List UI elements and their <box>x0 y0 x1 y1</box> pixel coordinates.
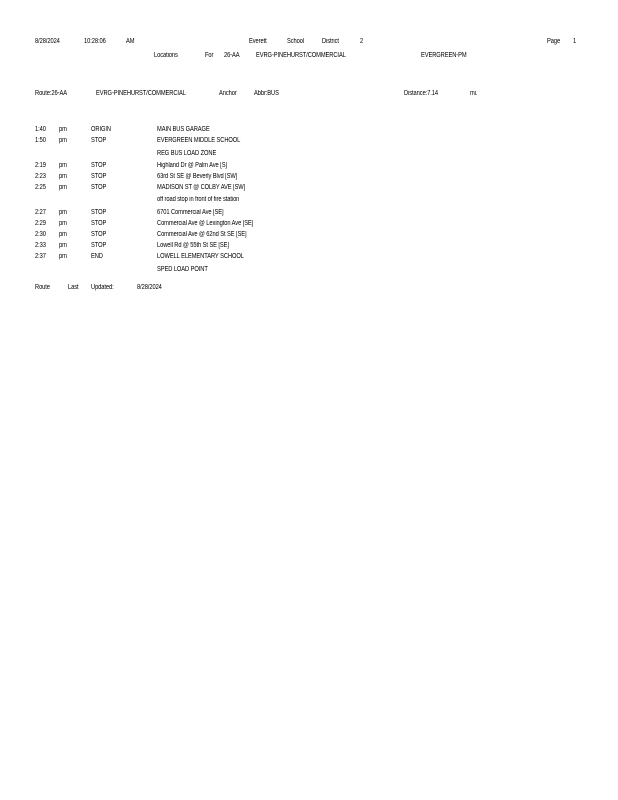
stop-time: 2:25 <box>35 184 46 191</box>
route-id: Route:26-AA <box>35 90 67 97</box>
stop-time: 2:19 <box>35 162 46 169</box>
district-word-1: Everett <box>249 38 267 45</box>
list-item <box>0 137 618 147</box>
stop-type: STOP <box>91 209 107 216</box>
stop-location: 63rd St SE @ Beverly Blvd [SW] <box>157 173 238 180</box>
stop-time: 2:27 <box>35 209 46 216</box>
route-distance: Distance:7.14 <box>404 90 439 97</box>
page-number: 1 <box>573 38 577 45</box>
stop-location: Commercial Ave @ Lexington Ave [SE] <box>157 220 254 227</box>
stop-ampm: pm <box>59 220 67 227</box>
subtitle-word-2: For <box>205 52 214 59</box>
stop-location: REG BUS LOAD ZONE <box>157 150 217 157</box>
stop-type: STOP <box>91 242 107 249</box>
list-item <box>0 184 618 194</box>
stop-ampm: pm <box>59 184 67 191</box>
stop-type: ORIGIN <box>91 126 111 133</box>
list-item <box>0 231 618 241</box>
stop-location: Lowell Rd @ 55th St SE [SE] <box>157 242 229 249</box>
stop-location: Highland Dr @ Palm Ave [S] <box>157 162 227 169</box>
footer-date: 8/28/2024 <box>137 284 162 291</box>
route-name: EVRG-PINEHURST/COMMERCIAL <box>96 90 186 97</box>
stop-ampm: pm <box>59 231 67 238</box>
subtitle-route-code: 26-AA <box>224 52 240 59</box>
stop-time: 1:40 <box>35 126 46 133</box>
stop-ampm: pm <box>59 126 67 133</box>
stop-time: 2:23 <box>35 173 46 180</box>
list-item <box>0 253 618 263</box>
footer-word-1: Route <box>35 284 50 291</box>
stop-ampm: pm <box>59 209 67 216</box>
list-item <box>0 150 618 160</box>
report-right-title: EVERGREEN-PM <box>421 52 467 59</box>
stop-location: MADISON ST @ COLBY AVE [SW] <box>157 184 246 191</box>
list-item <box>0 162 618 172</box>
stop-type: STOP <box>91 173 107 180</box>
distance-units: mi. <box>470 90 478 97</box>
list-item <box>0 173 618 183</box>
stop-ampm: pm <box>59 162 67 169</box>
district-word-2: School <box>287 38 305 45</box>
stop-type: STOP <box>91 184 107 191</box>
anchor-label: Anchor <box>219 90 237 97</box>
report-date: 8/28/2024 <box>35 38 60 45</box>
subtitle-route-name: EVRG-PINEHURST/COMMERCIAL <box>256 52 346 59</box>
stop-location: off road stop in front of fire station <box>157 196 240 203</box>
stop-type: STOP <box>91 162 107 169</box>
stop-time: 2:33 <box>35 242 46 249</box>
route-abbr: Abbr:BUS <box>254 90 279 97</box>
list-item <box>0 242 618 252</box>
stop-time: 2:30 <box>35 231 46 238</box>
stop-ampm: pm <box>59 137 67 144</box>
stop-location: MAIN BUS GARAGE <box>157 126 210 133</box>
stop-ampm: pm <box>59 253 67 260</box>
stop-type: END <box>91 253 103 260</box>
subtitle-word-1: Locations <box>154 52 178 59</box>
list-item <box>0 196 618 206</box>
stop-location: SPED LOAD POINT <box>157 266 208 273</box>
stop-location: 6701 Commercial Ave [SE] <box>157 209 224 216</box>
stop-location: Commercial Ave @ 62nd St SE [SE] <box>157 231 247 238</box>
page-label: Page <box>547 38 561 45</box>
list-item <box>0 220 618 230</box>
list-item <box>0 126 618 136</box>
district-word-4: 2 <box>360 38 364 45</box>
stop-ampm: pm <box>59 173 67 180</box>
stop-type: STOP <box>91 231 107 238</box>
list-item <box>0 209 618 219</box>
stop-time: 1:50 <box>35 137 46 144</box>
stop-time: 2:29 <box>35 220 46 227</box>
stop-time: 2:37 <box>35 253 46 260</box>
report-time: 10:28:06 <box>84 38 106 45</box>
district-word-3: District <box>322 38 339 45</box>
stop-location: EVERGREEN MIDDLE SCHOOL <box>157 137 241 144</box>
report-ampm: AM <box>126 38 135 45</box>
stop-location: LOWELL ELEMENTARY SCHOOL <box>157 253 244 260</box>
footer-word-2: Last <box>68 284 79 291</box>
footer-word-3: Updated: <box>91 284 114 291</box>
stop-type: STOP <box>91 137 107 144</box>
stop-type: STOP <box>91 220 107 227</box>
list-item <box>0 266 618 276</box>
stop-ampm: pm <box>59 242 67 249</box>
